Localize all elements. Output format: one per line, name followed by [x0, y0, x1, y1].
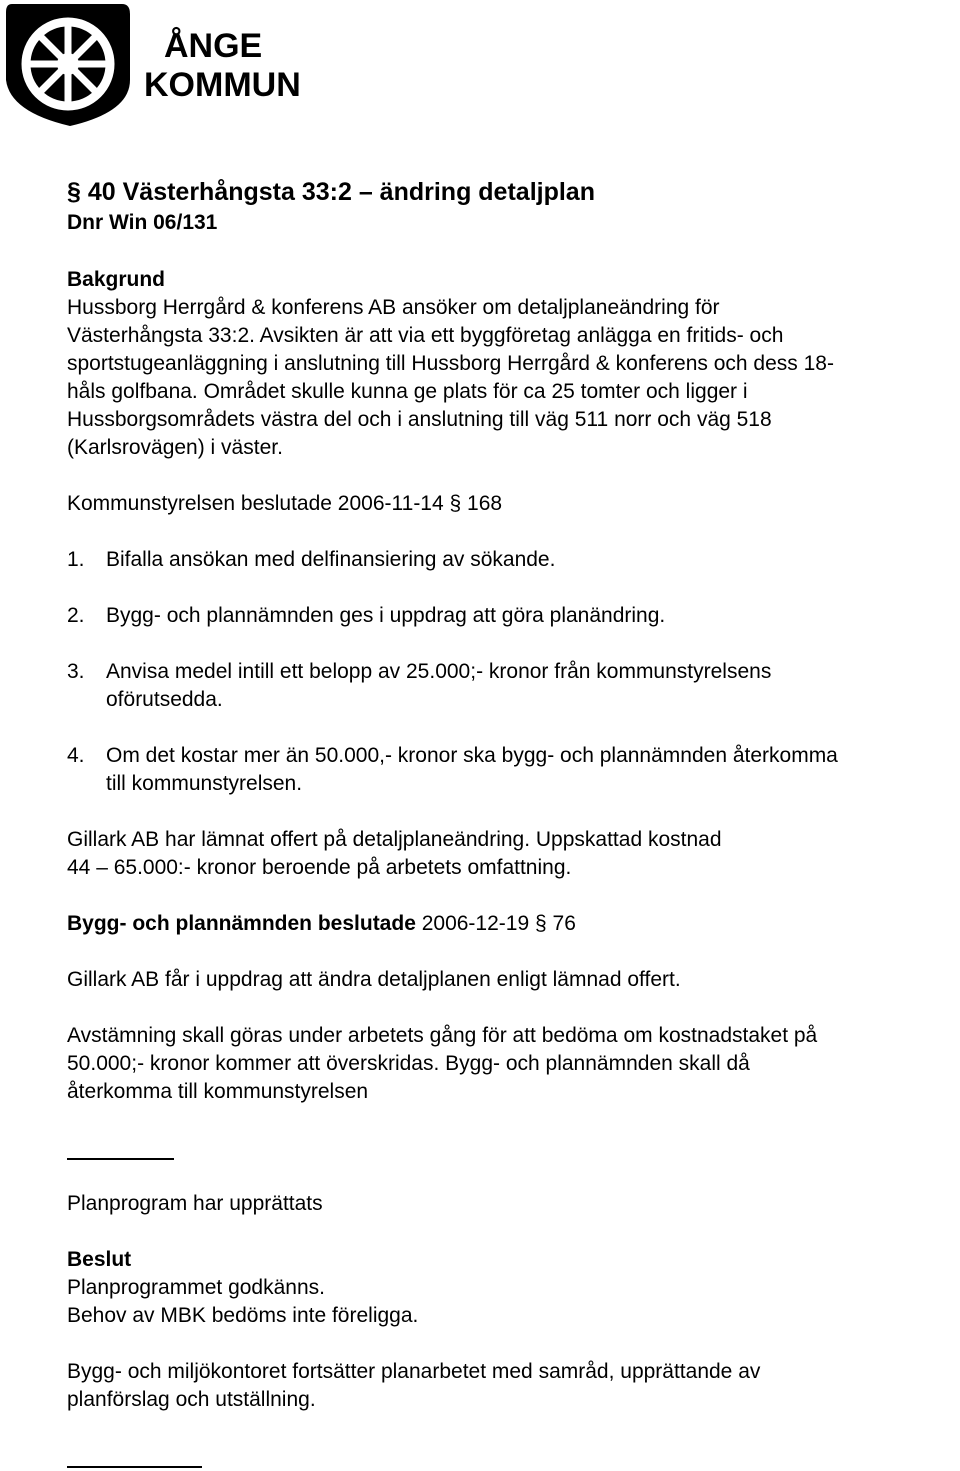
bpn-decision [67, 910, 576, 938]
heading-title: 40 Västerhångsta 33:2 – ändring detaljplan [87, 178, 595, 206]
final-line: planförslag och utställning. [67, 1388, 316, 1411]
list-item [67, 742, 838, 770]
dnr-reference: Dnr Win 06/131 [67, 211, 218, 234]
bakgrund-line: (Karlsrovägen) i väster. [67, 436, 283, 459]
section-sign: § [67, 178, 81, 206]
paragraph-heading [67, 178, 595, 206]
separator-line [67, 1158, 174, 1160]
planprogram-note: Planprogram har upprättats [67, 1192, 323, 1215]
list-item-number: 2. [67, 604, 85, 627]
bakgrund-line: Västerhångsta 33:2. Avsikten är att via ett byggföretag anlägga en fritids- och [67, 324, 784, 347]
bakgrund-title: Bakgrund [67, 268, 166, 291]
bpn-decision-label: Bygg- och plannämnden beslutade [67, 912, 416, 935]
bakgrund-line: Hussborg Herrgård & konferens AB ansöker om detaljplaneändring för [67, 296, 720, 319]
bakgrund-line: håls golfbana. Området skulle kunna ge plats för ca 25 tomter och ligger i [67, 380, 748, 403]
list-item-text: Bygg- och plannämnden ges i uppdrag att göra planändring. [106, 604, 666, 627]
list-item-text: Anvisa medel intill ett belopp av 25.000;- kronor från kommunstyrelsens [106, 660, 772, 683]
separator-line [67, 1466, 202, 1468]
bakgrund-line: sportstugeanläggning i anslutning till Hussborg Herrgård & konferens och dess 18- [67, 352, 834, 375]
list-item-text: Om det kostar mer än 50.000,- kronor ska bygg- och plannämnden återkomma [106, 744, 838, 767]
list-item [67, 602, 665, 630]
final-line: Bygg- och miljökontoret fortsätter planarbetet med samråd, upprättande av [67, 1360, 761, 1383]
avstamning-line: återkomma till kommunstyrelsen [67, 1080, 369, 1103]
logo-line1: ÅNGE [164, 27, 263, 65]
wheel-icon [26, 22, 110, 106]
list-item-number: 3. [67, 660, 85, 683]
avstamning-line: Avstämning skall göras under arbetets gång för att bedöma om kostnadstaket på [67, 1024, 818, 1047]
bakgrund-line: Hussborgsområdets västra del och i anslutning till väg 511 norr och väg 518 [67, 408, 772, 431]
section-sign: § [449, 492, 462, 515]
list-item-number: 1. [67, 548, 85, 571]
list-item-text: Bifalla ansökan med delfinansiering av sökande. [106, 548, 556, 571]
bpn-decision-number: 76 [552, 912, 576, 935]
avstamning-line: 50.000;- kronor kommer att överskridas. Bygg- och plannämnden skall då [67, 1052, 750, 1075]
ange-kommun-logo [4, 2, 301, 128]
list-item [67, 658, 771, 686]
beslut-title: Beslut [67, 1248, 132, 1271]
section-sign: § [534, 912, 547, 935]
bpn-decision-date: 2006-12-19 [421, 912, 530, 935]
ks-decision-number: 168 [467, 492, 503, 515]
gillark-offer-line: Gillark AB har lämnat offert på detaljplaneändring. Uppskattad kostnad [67, 828, 722, 851]
list-item [67, 546, 555, 574]
list-item-continuation: till kommunstyrelsen. [106, 772, 303, 795]
list-item-continuation: oförutsedda. [106, 688, 223, 711]
list-item-number: 4. [67, 744, 85, 767]
gillark-assignment: Gillark AB får i uppdrag att ändra detaljplanen enligt lämnad offert. [67, 968, 681, 991]
ks-decision-text: Kommunstyrelsen beslutade 2006-11-14 [67, 492, 444, 515]
ks-decision [67, 490, 502, 518]
beslut-line: Planprogrammet godkänns. [67, 1276, 325, 1299]
gillark-offer-line: 44 – 65.000:- kronor beroende på arbetets omfattning. [67, 856, 572, 879]
logo-line2: KOMMUN [144, 66, 301, 104]
beslut-line: Behov av MBK bedöms inte föreligga. [67, 1304, 419, 1327]
